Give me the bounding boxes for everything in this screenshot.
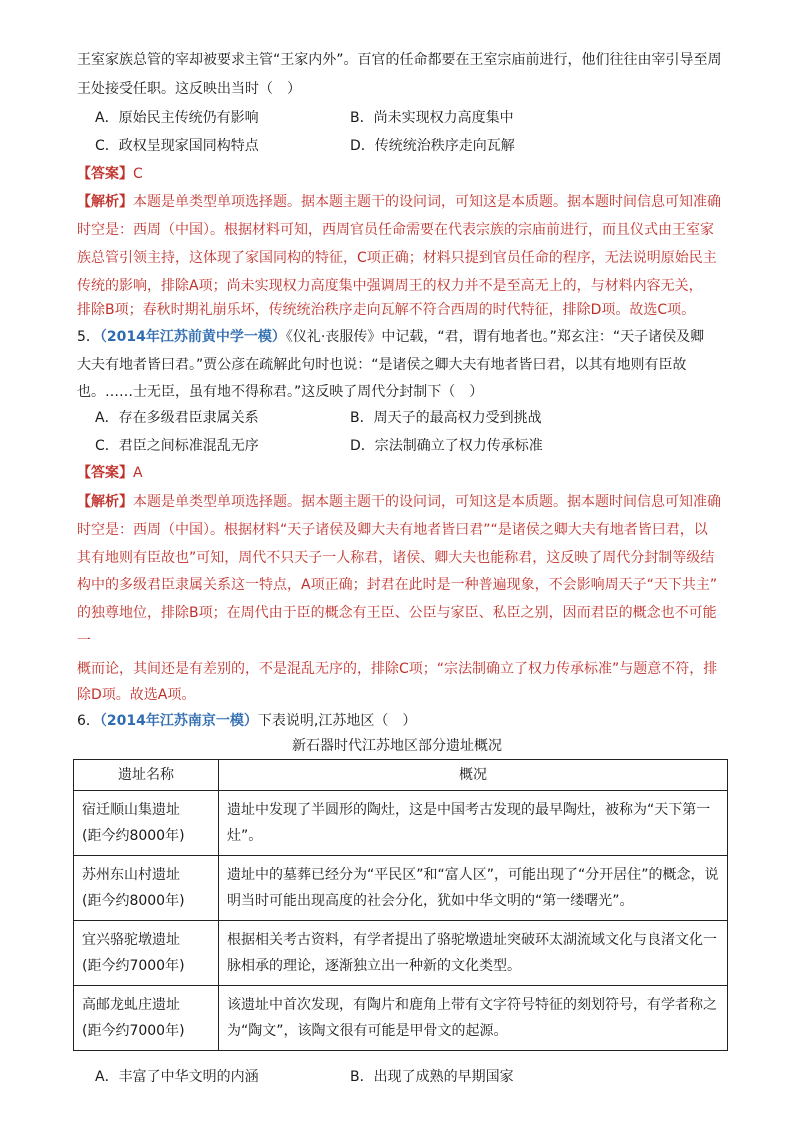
q5-stem-line-1: [77, 327, 704, 347]
q5-analysis-line-1: [77, 492, 721, 512]
q5-analysis-text-1: 本题是单类型单项选择题。据本题主题干的设问词，可知这是本质题。据本题时间信息可知准确: [133, 494, 721, 510]
q4-analysis-line-1: [77, 192, 721, 212]
q4-analysis-text-1: 本题是单类型单项选择题。据本题主题干的设问词，可知这是本质题。据本题时间信息可知准确: [133, 194, 721, 210]
table-row: [74, 986, 728, 1051]
site-desc: 遗址中发现了半圆形的陶灶，这是中国考古发现的最早陶灶，被称为“天下第一灶”。: [219, 791, 728, 856]
q6-stem-text: 下表说明,江苏地区（ ）: [257, 713, 417, 729]
table-row: [74, 921, 728, 986]
q6-stem: [77, 711, 416, 731]
q4-analysis-line-5: 排除B项；春秋时期礼崩乐坏，传统统治秩序走向瓦解不符合西周的时代特征，排除D项。故选C项。: [77, 302, 696, 318]
site-age: (距今约7000年): [82, 1023, 185, 1039]
q6-source: （2014年江苏南京一模）: [99, 713, 258, 729]
q5-analysis-line-6: 一: [77, 633, 91, 649]
header-overview: 概况: [219, 760, 728, 791]
q5-answer: [77, 463, 143, 483]
table-caption: 新石器时代江苏地区部分遗址概况: [292, 738, 502, 754]
q5-stem-line-3: 也。……士无臣，虽有地不得称君。”这反映了周代分封制下（ ）: [77, 384, 484, 400]
q4-analysis-line-2: 时空是：西周（中国）。根据材料可知，西周官员任命需要在代表宗族的宗庙前进行，而且仪式由王室家: [77, 222, 714, 238]
q5-answer-label: 【答案】: [77, 465, 133, 481]
q4-option-c: C．政权呈现家国同构特点: [95, 138, 259, 154]
q4-answer-label: 【答案】: [77, 166, 133, 182]
header-site-name: 遗址名称: [74, 760, 219, 791]
q4-answer-value: C: [133, 166, 143, 182]
q6-option-a: A．丰富了中华文明的内涵: [95, 1069, 259, 1085]
site-desc: 根据相关考古资料，有学者提出了骆驼墩遗址突破环太湖流域文化与良渚文化一脉相承的理论，逐渐独立出一种新的文化类型。: [219, 921, 728, 986]
q5-stem-text-1: 《仪礼·丧服传》中记载，“君，谓有地者也。”郑玄注：“天子诸侯及卿: [285, 329, 705, 345]
sites-table: [73, 759, 728, 1051]
q5-option-d: D．宗法制确立了权力传承标准: [350, 438, 543, 454]
q4-analysis-line-4: 传统的影响，排除A项；尚未实现权力高度集中强调周王的权力并不是至高无上的，与材料内容无关，: [77, 278, 703, 294]
site-age: (距今约7000年): [82, 958, 185, 974]
site-age: (距今约8000年): [82, 893, 185, 909]
site-name: 宜兴骆驼墩遗址: [82, 932, 180, 948]
site-name: 宿迁顺山集遗址: [82, 802, 180, 818]
site-name-cell: [74, 856, 219, 921]
q4-analysis-line-3: 族总管引领主持，这体现了家国同构的特征，C项正确；材料只提到官员任命的程序，无法说明原始民主: [77, 250, 717, 266]
q5-analysis-line-8: 除D项。故选A项。: [77, 687, 196, 703]
q5-analysis-label: 【解析】: [77, 494, 133, 510]
q5-source: （2014年江苏前黄中学一模）: [99, 329, 286, 345]
q5-option-b: B．周天子的最高权力受到挑战: [350, 410, 542, 426]
site-name-cell: [74, 986, 219, 1051]
site-desc: 遗址中的墓葬已经分为“平民区”和“富人区”，可能出现了“分开居住”的概念，说明当时可能出现高度的社会分化，犹如中华文明的“第一缕曙光”。: [219, 856, 728, 921]
q4-analysis-label: 【解析】: [77, 194, 133, 210]
q5-analysis-line-7: 概而论，其间还是有差别的，不是混乱无序的，排除C项；“宗法制确立了权力传承标准”与题意不符，排: [77, 661, 718, 677]
site-desc: 该遗址中首次发现，有陶片和鹿角上带有文字符号特征的刻划符号，有学者称之为“陶文”，该陶文很有可能是甲骨文的起源。: [219, 986, 728, 1051]
q4-option-d: D．传统统治秩序走向瓦解: [350, 138, 515, 154]
site-name: 苏州东山村遗址: [82, 867, 180, 883]
q6-number: 6．: [77, 713, 100, 729]
site-name: 高邮龙虬庄遗址: [82, 997, 180, 1013]
table-row: [74, 856, 728, 921]
q5-analysis-line-2: 时空是：西周（中国）。根据材料“天子诸侯及卿大夫有地者皆曰君”“是诸侯之卿大夫有地者皆曰君，以: [77, 522, 708, 538]
q5-analysis-line-3: 其有地则有臣故也”可知，周代不只天子一人称君，诸侯、卿大夫也能称君，这反映了周代分封制等级结: [77, 550, 715, 566]
site-name-cell: [74, 791, 219, 856]
q5-answer-value: A: [133, 465, 143, 481]
q5-stem-line-2: 大夫有地者皆曰君。”贾公彦在疏解此句时也说：“是诸侯之卿大夫有地者皆曰君，以其有地则有臣故: [77, 357, 687, 373]
q5-analysis-line-5: 的独尊地位，排除B项；在周代由于臣的概念有王臣、公臣与家臣、私臣之别，因而君臣的概念也不可能: [77, 605, 717, 621]
q5-option-a: A．存在多级君臣隶属关系: [95, 410, 259, 426]
site-age: (距今约8000年): [82, 828, 185, 844]
q4-answer: [77, 164, 143, 184]
q4-stem-line-2: 王处接受任职。这反映出当时（ ）: [77, 81, 301, 97]
q5-analysis-line-4: 构中的多级君臣隶属关系这一特点，A项正确；封君在此时是一种普遍现象，不会影响周天子“天下共主”: [77, 577, 718, 593]
table-header-row: [74, 760, 728, 791]
q5-number: 5．: [77, 329, 100, 345]
q4-option-a: A．原始民主传统仍有影响: [95, 110, 259, 126]
q4-option-b: B．尚未实现权力高度集中: [350, 110, 514, 126]
site-name-cell: [74, 921, 219, 986]
q4-stem-line-1: 王室家族总管的宰却被要求主管“王家内外”。百官的任命都要在王室宗庙前进行，他们往往由宰引导至周: [77, 52, 722, 68]
q6-option-b: B．出现了成熟的早期国家: [350, 1069, 514, 1085]
table-row: [74, 791, 728, 856]
q5-option-c: C．君臣之间标准混乱无序: [95, 438, 259, 454]
